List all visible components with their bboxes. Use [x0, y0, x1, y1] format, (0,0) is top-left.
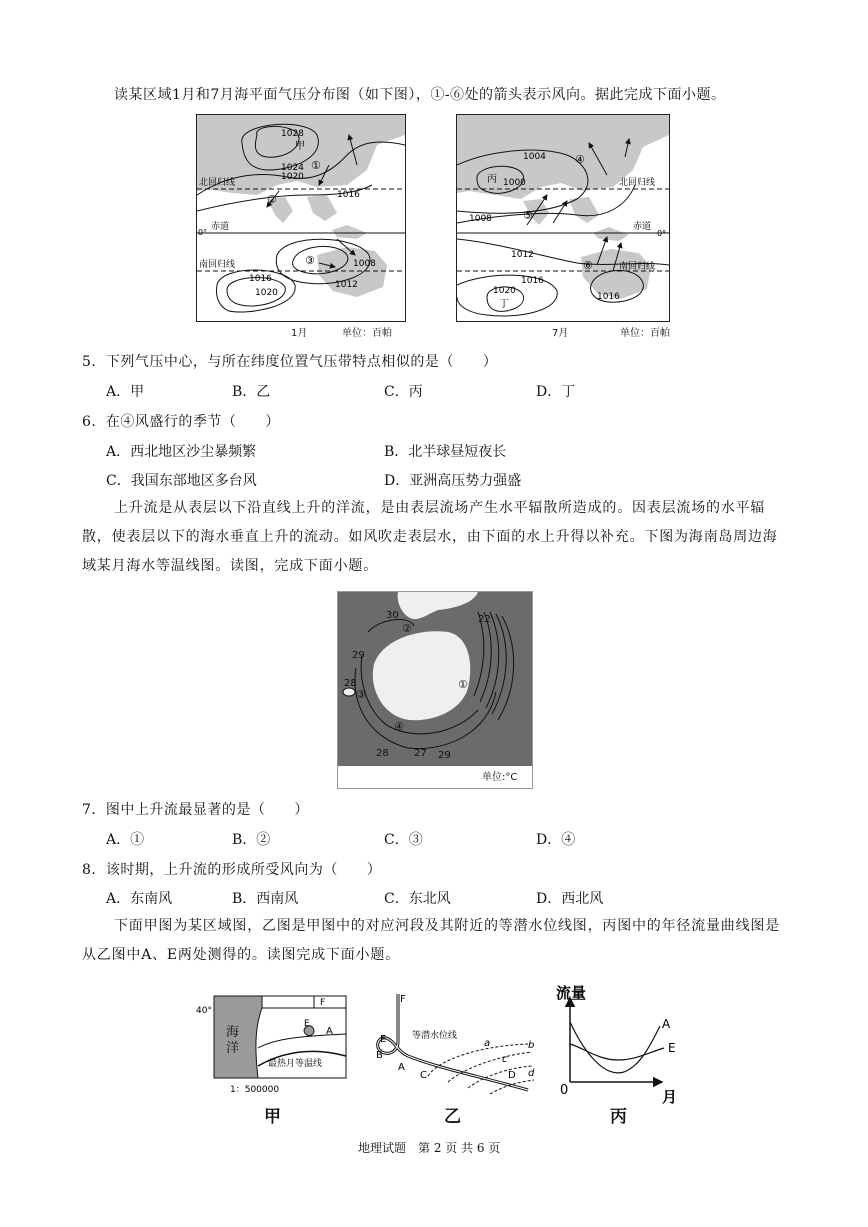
question-6-option-b[interactable]: B．北半球昼短夜长: [384, 444, 507, 460]
label-29b: 29: [438, 750, 451, 761]
intro-paragraph-1: 读某区域1月和7月海平面气压分布图（如下图），①-⑥处的箭头表示风向。据此完成下面小题。: [114, 87, 726, 103]
label-1016-south: 1016: [249, 274, 272, 284]
label-1016: 1016: [337, 190, 360, 200]
label-1000: 1000: [503, 178, 526, 188]
label-1004: 1004: [523, 152, 546, 162]
label-circle-4: ④: [394, 720, 404, 733]
jia-a: A: [326, 1026, 333, 1037]
label-1016-east: 1016: [597, 292, 620, 302]
wind-arrow-5b: [553, 201, 567, 223]
figure-jia: [196, 994, 360, 1100]
label-bing: 丙: [487, 174, 497, 185]
jia-lat: 40°: [196, 1006, 212, 1016]
island-landmass: [332, 225, 367, 239]
figure-yi-label: 乙: [444, 1107, 461, 1127]
figure-jia-svg: [196, 994, 360, 1100]
map-january-unit: 单位：百帕: [342, 328, 392, 339]
label-circle-1: ①: [458, 678, 468, 691]
label-28a: 28: [344, 678, 357, 689]
label-circle-3: ③: [305, 254, 315, 267]
question-7-option-c[interactable]: C．③: [384, 832, 423, 848]
label-circle-5: ⑤: [523, 209, 533, 222]
question-5-stem: 5．下列气压中心，与所在纬度位置气压带特点相似的是（ ）: [82, 354, 498, 370]
intro-paragraph-3: 下面甲图为某区域图，乙图是甲图中的对应河段及其附近的等潜水位线图，丙图中的年径流量曲线图是从乙图中A、E两处测得的。读图完成下面小题。: [82, 918, 780, 963]
question-8-option-b[interactable]: B．西南风: [232, 891, 299, 907]
label-tropic-north: 北回归线: [199, 178, 236, 188]
label-1012: 1012: [511, 250, 534, 260]
yi-b-point: B: [376, 1050, 383, 1061]
label-1020: 1020: [281, 172, 304, 182]
yi-a: a: [484, 1038, 491, 1049]
label-1008: 1008: [353, 259, 376, 269]
label-1008: 1008: [469, 214, 492, 224]
question-8-option-a[interactable]: A．东南风: [106, 891, 173, 907]
figure-yi: [368, 990, 540, 1102]
label-circle-4: ④: [575, 153, 585, 166]
hainan-unit: 单位:°C: [482, 772, 518, 783]
label-tropic-north: 北回归线: [619, 178, 656, 188]
label-circle-3: ③: [356, 688, 366, 701]
yi-a-point: A: [398, 1062, 405, 1073]
island-landmass: [593, 227, 629, 241]
label-1024: 1024: [281, 163, 304, 173]
question-8-stem: 8．该时期，上升流的形成所受风向为（ ）: [82, 862, 382, 878]
question-5-option-b[interactable]: B．乙: [232, 384, 271, 400]
map-july-unit: 单位：百帕: [620, 328, 670, 339]
page-footer: 地理试题 第 2 页 共 6 页: [358, 1141, 501, 1155]
label-jia: 甲: [295, 141, 305, 152]
label-29a: 29: [352, 650, 365, 661]
question-6-option-d[interactable]: D．亚洲高压势力强盛: [384, 473, 522, 489]
map-july: [456, 114, 670, 322]
jia-ocean-1: 海: [226, 1025, 240, 1040]
label-1016-west: 1016: [521, 276, 544, 286]
label-equator: 赤道: [211, 222, 230, 232]
curve-a: [570, 1022, 660, 1073]
yi-d-point: D: [508, 1070, 516, 1081]
label-circle-2: ②: [402, 622, 412, 635]
yi-c: c: [502, 1054, 508, 1065]
intro-paragraph-2: 上升流是从表层以下沿直线上升的洋流，是由表层流场产生水平辐散所造成的。因表层流场的水平辐散，使表层以下的海水垂直上升的流动。如风吹走表层水，由下面的水上升得以补充。下图为海南岛周边海域某月海水等温线图。读图，完成下面小题。: [82, 500, 778, 574]
jia-scale: 1：500000: [230, 1085, 280, 1095]
yi-title: 等潜水位线: [412, 1031, 458, 1041]
jia-ocean-2: 洋: [226, 1041, 240, 1056]
figure-bing: [554, 982, 694, 1106]
label-1020-south: 1020: [255, 288, 278, 298]
contour-b: [448, 1052, 532, 1082]
label-circle-6: ⑥: [583, 259, 593, 272]
figure-bing-label: 丙: [610, 1107, 627, 1127]
yi-d: d: [528, 1068, 535, 1079]
map-july-caption: 7月: [552, 328, 569, 339]
hainan-map-svg: [338, 592, 532, 788]
bing-origin: 0: [560, 1083, 569, 1098]
question-7-option-a[interactable]: A．①: [106, 832, 145, 848]
question-5-option-a[interactable]: A．甲: [106, 384, 145, 400]
map-july-svg: [457, 115, 669, 321]
label-zero: 0°: [198, 228, 208, 237]
river-yi-inner: [378, 994, 528, 1090]
question-6-stem: 6．在④风盛行的季节（ ）: [82, 414, 280, 430]
question-5-option-c[interactable]: C．丙: [384, 384, 423, 400]
question-7-option-b[interactable]: B．②: [232, 832, 271, 848]
question-8-option-d[interactable]: D．西北风: [536, 891, 604, 907]
label-28b: 28: [376, 748, 389, 759]
label-22: 22: [478, 614, 491, 625]
question-7-option-d[interactable]: D．④: [536, 832, 576, 848]
bing-ylabel: 流量: [556, 984, 587, 1002]
question-6-option-a[interactable]: A．西北地区沙尘暴频繁: [106, 444, 257, 460]
bing-e: E: [668, 1041, 676, 1055]
label-circle-2: ②: [267, 193, 277, 206]
label-30: 30: [386, 610, 399, 621]
question-7-stem: 7．图中上升流最显著的是（ ）: [82, 802, 309, 818]
bing-xlabel: 月: [662, 1088, 678, 1106]
label-zero: 0°: [657, 229, 667, 238]
jia-isotherm: 最热月等温线: [268, 1059, 323, 1069]
indochina-landmass: [307, 195, 337, 221]
label-tropic-south: 南回归线: [199, 260, 236, 270]
question-5-option-d[interactable]: D．丁: [536, 384, 576, 400]
jia-e: E: [304, 1019, 310, 1029]
label-1028: 1028: [281, 129, 304, 139]
bing-a: A: [662, 1017, 671, 1031]
figure-bing-svg: [554, 982, 694, 1106]
hainan-map: [337, 591, 533, 789]
figure-yi-svg: [368, 990, 540, 1102]
jia-f: F: [320, 998, 326, 1008]
yi-e: E: [380, 1034, 387, 1045]
label-27: 27: [414, 748, 427, 759]
map-january-svg: [197, 115, 405, 321]
label-1020: 1020: [493, 286, 516, 296]
question-6-option-c[interactable]: C．我国东部地区多台风: [106, 473, 257, 489]
map-january-caption: 1月: [291, 328, 308, 339]
yi-f: F: [400, 994, 406, 1005]
label-circle-1: ①: [311, 159, 321, 172]
figure-jia-label: 甲: [264, 1107, 281, 1127]
label-equator: 赤道: [633, 222, 652, 232]
map-january: [196, 114, 406, 322]
river-yi: [378, 994, 528, 1090]
yi-c-point: C: [420, 1070, 427, 1081]
label-1012: 1012: [335, 280, 358, 290]
label-tropic-south: 南回归线: [619, 262, 656, 272]
question-8-option-c[interactable]: C．东北风: [384, 891, 451, 907]
small-island: [343, 688, 355, 696]
yi-b: b: [528, 1040, 535, 1051]
label-ding: 丁: [499, 299, 509, 310]
